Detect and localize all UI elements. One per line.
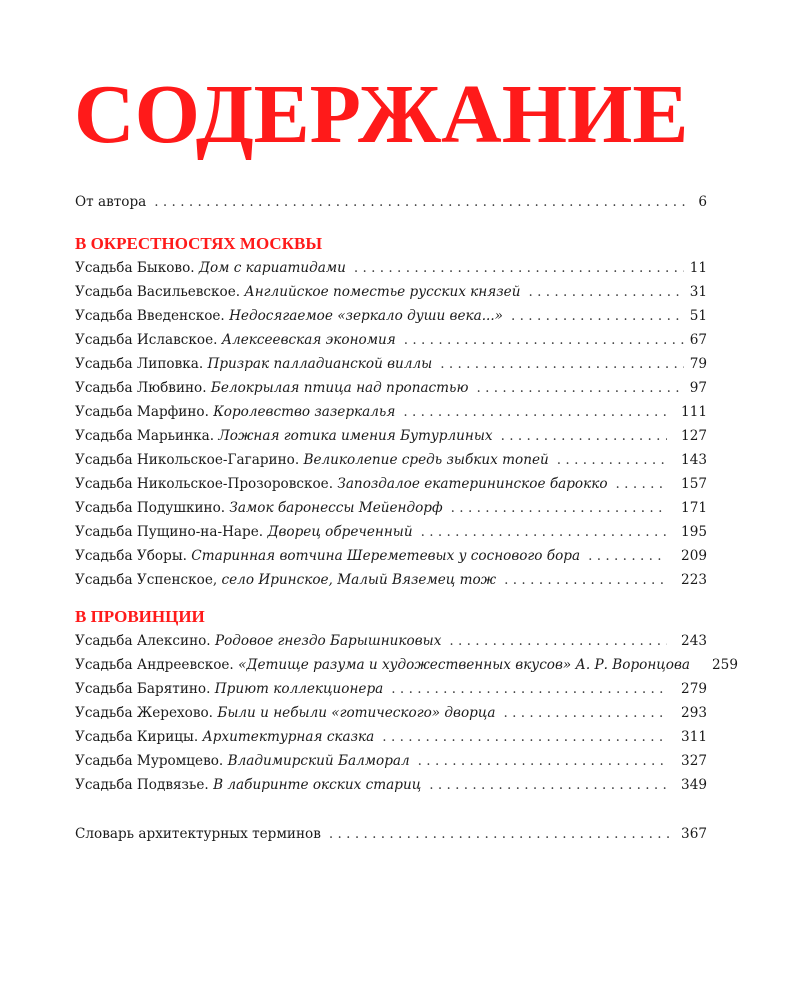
entry-title: Усадьба Андреевское. [75, 657, 234, 673]
page-number: 259 [712, 657, 738, 673]
dot-leader [449, 630, 667, 652]
page-number: 349 [681, 777, 707, 793]
entry-subtitle: Королевство зазеркалья [213, 404, 396, 420]
section-heading-provinces: В ПРОВИНЦИИ [75, 607, 205, 626]
entry-title: Усадьба Успенское, [75, 572, 218, 588]
page-number: 327 [681, 753, 707, 769]
dot-leader [504, 569, 667, 591]
page-number: 111 [681, 404, 707, 420]
entry-label [75, 569, 496, 591]
toc-entry-glossary[interactable] [75, 823, 707, 845]
entry-label [75, 774, 421, 796]
toc-entry[interactable] [75, 545, 707, 567]
page-number: 79 [689, 356, 707, 372]
page-number: 157 [681, 476, 707, 492]
page-title: СОДЕРЖАНИЕ [74, 68, 689, 161]
toc-entry[interactable] [75, 401, 707, 423]
entry-subtitle: В лабиринте окских стариц [213, 777, 422, 793]
toc-entry[interactable] [75, 569, 707, 591]
dot-leader [511, 305, 684, 327]
entry-title: Усадьба Алексино. [75, 633, 211, 649]
page-number: 195 [681, 524, 707, 540]
page-number: 223 [681, 572, 707, 588]
entry-label [75, 726, 374, 748]
section-heading-moscow: В ОКРЕСТНОСТЯХ МОСКВЫ [75, 234, 323, 253]
toc-entry[interactable] [75, 750, 707, 772]
entry-subtitle: Призрак палладианской виллы [207, 356, 433, 372]
toc-entry[interactable] [75, 353, 707, 375]
page-number: 171 [681, 500, 707, 516]
entry-subtitle: Алексеевская экономия [221, 332, 396, 348]
entry-subtitle: Замок баронессы Мейендорф [229, 500, 443, 516]
dot-leader [418, 750, 667, 772]
entry-title: Усадьба Жерехово. [75, 705, 213, 721]
entry-title: Усадьба Никольское-Гагарино. [75, 452, 300, 468]
dot-leader [588, 545, 667, 567]
toc-entry[interactable] [75, 521, 707, 543]
page-number: 279 [681, 681, 707, 697]
dot-leader [329, 823, 675, 845]
page-number: 311 [681, 729, 707, 745]
page-number: 209 [681, 548, 707, 564]
dot-leader [354, 257, 684, 279]
toc-entry[interactable] [75, 425, 707, 447]
entry-subtitle: Недосягаемое «зеркало души века...» [229, 308, 504, 324]
toc-entry[interactable] [75, 726, 707, 748]
toc-entry[interactable] [75, 329, 707, 351]
entry-title: Усадьба Уборы. [75, 548, 187, 564]
entry-label [75, 257, 346, 279]
entry-label [75, 630, 441, 652]
entry-subtitle: Великолепие средь зыбких топей [303, 452, 549, 468]
dot-leader [404, 329, 684, 351]
entry-subtitle: Родовое гнездо Барышниковых [214, 633, 442, 649]
page-number: 367 [681, 826, 707, 842]
entry-title: Усадьба Муромцево. [75, 753, 224, 769]
entry-subtitle: Приют коллекционера [214, 681, 384, 697]
entry-title: Усадьба Марфино. [75, 404, 209, 420]
entry-title: Усадьба Любвино. [75, 380, 207, 396]
entry-subtitle: Дворец обреченный [267, 524, 413, 540]
dot-leader [154, 191, 691, 213]
toc-entry[interactable] [75, 257, 707, 279]
toc-entry[interactable] [75, 630, 707, 652]
entry-label [75, 678, 383, 700]
dot-leader [501, 425, 667, 447]
entry-subtitle: Дом с кариатидами [198, 260, 346, 276]
entry-label [75, 521, 413, 543]
page-number: 67 [689, 332, 707, 348]
dot-leader [391, 678, 667, 700]
toc-entry[interactable] [75, 377, 707, 399]
entry-label [75, 702, 495, 724]
entry-title: От автора [75, 194, 147, 210]
entry-title: Усадьба Никольское-Прозоровское. [75, 476, 334, 492]
toc-entry[interactable] [75, 497, 707, 519]
dot-leader [382, 726, 667, 748]
entry-subtitle: Ложная готика имения Бутурлиных [218, 428, 493, 444]
dot-leader [476, 377, 683, 399]
dot-leader [528, 281, 683, 303]
toc-entry-intro[interactable] [75, 191, 707, 213]
entry-label [75, 329, 396, 351]
entry-title: Усадьба Пущино-на-Наре. [75, 524, 264, 540]
entry-subtitle: Белокрылая птица над пропастью [210, 380, 469, 396]
entry-title: Усадьба Марьинка. [75, 428, 215, 444]
entry-title: Усадьба Липовка. [75, 356, 204, 372]
page-number: 11 [689, 260, 707, 276]
entry-label [75, 750, 410, 772]
entry-label [75, 449, 549, 471]
dot-leader [557, 449, 667, 471]
toc-entry[interactable] [75, 449, 707, 471]
page-number: 31 [689, 284, 707, 300]
entry-label [75, 305, 503, 327]
toc-entry[interactable] [75, 702, 707, 724]
entry-title: Усадьба Барятино. [75, 681, 211, 697]
entry-subtitle: Владимирский Балморал [227, 753, 410, 769]
dot-leader [429, 774, 667, 796]
entry-label [75, 654, 690, 676]
entry-subtitle: «Детище разума и художественных вкусов» А. Р. Воронцова [238, 657, 690, 673]
page-number: 127 [681, 428, 707, 444]
dot-leader [503, 702, 667, 724]
entry-title: Усадьба Кирицы. [75, 729, 199, 745]
entry-title: Усадьба Подушкино. [75, 500, 226, 516]
entry-subtitle: село Иринское, Малый Вяземец тож [221, 572, 497, 588]
entry-subtitle: Были и небыли «готического» дворца [217, 705, 496, 721]
dot-leader [440, 353, 683, 375]
entry-label [75, 401, 395, 423]
entry-subtitle: Старинная вотчина Шереметевых у соснового бора [191, 548, 581, 564]
entry-label [75, 353, 432, 375]
toc-entry[interactable] [75, 305, 707, 327]
entry-title: Усадьба Быково. [75, 260, 195, 276]
toc-entry[interactable] [75, 473, 707, 495]
entry-title: Усадьба Васильевское. [75, 284, 241, 300]
entry-label [75, 191, 146, 213]
entry-title: Словарь архитектурных терминов [75, 826, 321, 842]
entry-title: Усадьба Подвязье. [75, 777, 209, 793]
page-number: 97 [689, 380, 707, 396]
entry-label [75, 823, 321, 845]
toc-entry[interactable] [75, 281, 707, 303]
page-number: 51 [689, 308, 707, 324]
entry-subtitle: Английское поместье русских князей [244, 284, 521, 300]
page-number: 243 [681, 633, 707, 649]
entry-label [75, 281, 520, 303]
entry-subtitle: Запоздалое екатерининское барокко [337, 476, 608, 492]
entry-label [75, 377, 468, 399]
toc-entry[interactable] [75, 774, 707, 796]
entry-label [75, 497, 443, 519]
page-number: 293 [681, 705, 707, 721]
dot-leader [451, 497, 667, 519]
entry-label [75, 545, 580, 567]
entry-label [75, 473, 608, 495]
dot-leader [616, 473, 667, 495]
page-number: 6 [698, 194, 707, 210]
entry-title: Усадьба Иславское. [75, 332, 218, 348]
dot-leader [421, 521, 667, 543]
entry-title: Усадьба Введенское. [75, 308, 225, 324]
toc-entry[interactable] [75, 654, 738, 676]
entry-subtitle: Архитектурная сказка [202, 729, 375, 745]
entry-label [75, 425, 493, 447]
toc-entry[interactable] [75, 678, 707, 700]
page-number: 143 [681, 452, 707, 468]
dot-leader [403, 401, 667, 423]
